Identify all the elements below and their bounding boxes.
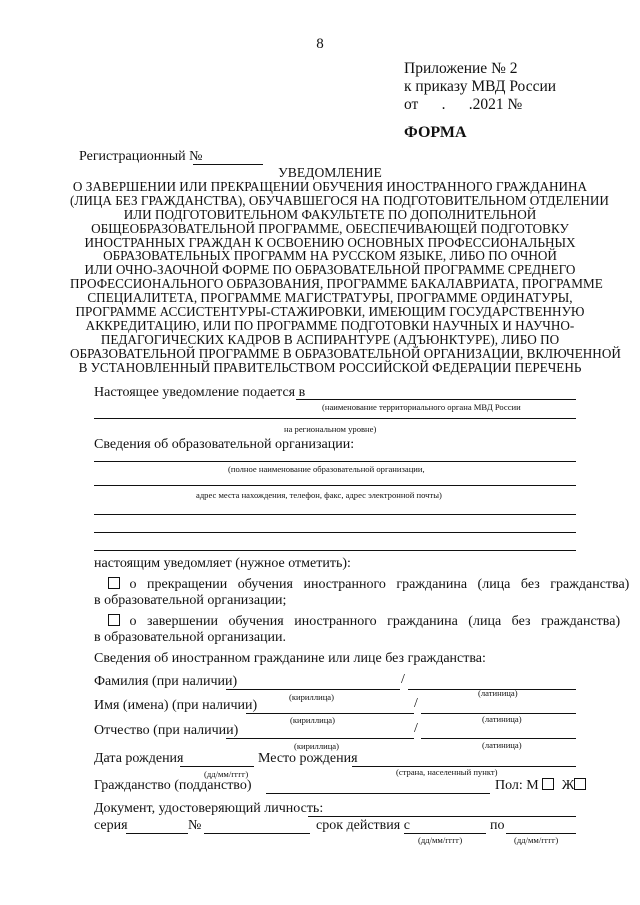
name-caption-lat: (латиница): [482, 714, 522, 724]
registration-label: Регистрационный №: [79, 149, 203, 164]
title-line: ОБРАЗОВАТЕЛЬНЫХ ПРОГРАММ НА РУССКОМ ЯЗЫКЕ, ЛИБО ПО ОЧНОЙ: [103, 248, 557, 264]
page-number: 8: [316, 36, 324, 52]
name-slash: /: [414, 696, 418, 711]
validity-from-caption: (дд/мм/гггг): [418, 835, 463, 845]
title-heading: УВЕДОМЛЕНИЕ: [278, 165, 382, 180]
registration-number-field[interactable]: [193, 164, 263, 165]
org-address-field-3[interactable]: [94, 550, 576, 551]
caption-org-addr: адрес места нахождения, телефон, факс, адрес электронной почты): [196, 490, 442, 500]
checkbox-male[interactable]: [542, 778, 554, 790]
appendix-line-2: к приказу МВД России: [404, 78, 557, 95]
caption-org-name: (полное наименование образовательной организации,: [228, 464, 425, 474]
until-label: по: [490, 818, 505, 833]
citizenship-field[interactable]: [266, 793, 490, 794]
appendix-line-1: Приложение № 2: [404, 60, 518, 77]
org-name-field-2[interactable]: [94, 485, 576, 486]
title-line: ОБРАЗОВАТЕЛЬНОЙ ПРОГРАММЕ В ОБРАЗОВАТЕЛЬНОЙ ОРГАНИЗАЦИИ, ВКЛЮЧЕННОЙ: [70, 345, 621, 361]
title-line: ПРОФЕССИОНАЛЬНОГО ОБРАЗОВАНИЯ, ПРОГРАММЕ БАКАЛАВРИАТА, ПРОГРАММЕ: [70, 276, 603, 292]
patronymic-caption-lat: (латиница): [482, 740, 522, 750]
patronymic-slash: /: [414, 721, 418, 736]
sex-selector: [495, 778, 586, 794]
validity-from-field[interactable]: [404, 833, 486, 834]
patronymic-latin-field[interactable]: [421, 738, 576, 739]
org-address-field-2[interactable]: [94, 532, 576, 533]
sex-female-label: Ж: [561, 778, 575, 793]
org-info-label: Сведения об образовательной организации:: [94, 437, 355, 452]
birth-place-caption: (страна, населенный пункт): [396, 767, 498, 777]
title-line: ИЛИ ПОДГОТОВИТЕЛЬНОМ ФАКУЛЬТЕТЕ ПО ДОПОЛНИТЕЛЬНОЙ: [123, 206, 537, 222]
surname-slash: /: [401, 672, 405, 687]
option-terminate-text: о прекращении обучения иностранного гражданина (лица без гражданства): [129, 577, 630, 592]
surname-caption-lat: (латиница): [478, 688, 518, 698]
submitted-to-label: Настоящее уведомление подается в: [94, 385, 306, 400]
title-line: ОБЩЕОБРАЗОВАТЕЛЬНОЙ ПРОГРАММЕ, ОБЕСПЕЧИВАЮЩЕЙ ПОДГОТОВКУ: [91, 220, 569, 236]
sex-label: Пол: М: [495, 778, 539, 793]
surname-caption-cyr: (кириллица): [289, 692, 334, 702]
birth-date-label: Дата рождения: [94, 751, 184, 766]
number-label: №: [188, 818, 202, 833]
checkbox-terminate[interactable]: [108, 577, 120, 589]
birth-date-field[interactable]: [180, 766, 254, 767]
title-line: ИНОСТРАННЫХ ГРАЖДАН К ОСВОЕНИЮ ОСНОВНЫХ ПРОФЕССИОНАЛЬНЫХ: [84, 234, 576, 250]
citizenship-label: Гражданство (подданство): [94, 778, 252, 793]
option-complete[interactable]: [108, 614, 620, 630]
option-complete-text-2: в образовательной организации.: [94, 630, 287, 645]
option-terminate-text-2: в образовательной организации;: [94, 593, 287, 608]
birth-date-caption: (дд/мм/гггг): [204, 769, 249, 779]
notifies-label: настоящим уведомляет (нужное отметить):: [94, 556, 351, 571]
org-address-field[interactable]: [94, 514, 576, 515]
document-type-field[interactable]: [308, 816, 576, 817]
option-complete-text: о завершении обучения иностранного гражданина (лица без гражданства): [129, 614, 621, 629]
surname-label: Фамилия (при наличии): [94, 674, 238, 689]
option-terminate[interactable]: [108, 577, 629, 593]
title-line: ПЕДАГОГИЧЕСКИХ КАДРОВ В АСПИРАНТУРЕ (АДЪЮНКТУРЕ), ЛИБО ПО: [100, 331, 560, 347]
form-label: ФОРМА: [404, 124, 467, 141]
caption-mvd-1: (наименование территориального органа МВД России: [322, 402, 521, 412]
notification-title: [70, 165, 621, 375]
series-field[interactable]: [126, 833, 188, 834]
checkbox-female[interactable]: [574, 778, 586, 790]
name-caption-cyr: (кириллица): [290, 715, 335, 725]
name-label: Имя (имена) (при наличии): [94, 698, 258, 713]
series-label: серия: [94, 818, 128, 833]
name-cyrillic-field[interactable]: [246, 713, 414, 714]
validity-to-caption: (дд/мм/гггг): [514, 835, 559, 845]
title-line: СПЕЦИАЛИТЕТА, ПРОГРАММЕ МАГИСТРАТУРЫ, ПРОГРАММЕ ОРДИНАТУРЫ,: [87, 290, 573, 306]
mvd-organ-field[interactable]: [296, 399, 576, 400]
title-line: АККРЕДИТАЦИЮ, ИЛИ ПО ПРОГРАММЕ ПОДГОТОВКИ НАУЧНЫХ И НАУЧНО-: [85, 317, 575, 333]
patronymic-label: Отчество (при наличии): [94, 723, 239, 738]
title-line: О ЗАВЕРШЕНИИ ИЛИ ПРЕКРАЩЕНИИ ОБУЧЕНИЯ ИНОСТРАННОГО ГРАЖДАНИНА: [72, 178, 588, 194]
patronymic-cyrillic-field[interactable]: [226, 738, 414, 739]
document-label: Документ, удостоверяющий личность:: [94, 801, 324, 816]
surname-cyrillic-field[interactable]: [226, 689, 400, 690]
title-line: (ЛИЦА БЕЗ ГРАЖДАНСТВА), ОБУЧАВШЕГОСЯ НА ПОДГОТОВИТЕЛЬНОМ ОТДЕЛЕНИИ: [70, 192, 609, 208]
validity-to-field[interactable]: [506, 833, 576, 834]
title-line: В УСТАНОВЛЕННЫЙ ПРАВИТЕЛЬСТВОМ РОССИЙСКОЙ ФЕДЕРАЦИИ ПЕРЕЧЕНЬ: [78, 359, 582, 375]
validity-label: срок действия с: [316, 818, 410, 833]
number-field[interactable]: [204, 833, 310, 834]
org-name-field[interactable]: [94, 461, 576, 462]
title-line: ПРОГРАММЕ АССИСТЕНТУРЫ-СТАЖИРОВКИ, ИМЕЮЩИМ ГОСУДАРСТВЕННУЮ: [75, 304, 585, 320]
birth-place-label: Место рождения: [258, 751, 358, 766]
patronymic-caption-cyr: (кириллица): [294, 741, 339, 751]
checkbox-complete[interactable]: [108, 614, 120, 626]
caption-mvd-2: на региональном уровне): [284, 424, 377, 434]
appendix-line-3: от . .2021 №: [404, 96, 523, 113]
mvd-organ-field-2[interactable]: [94, 418, 576, 419]
title-line: ИЛИ ОЧНО-ЗАОЧНОЙ ФОРМЕ ПО ОБРАЗОВАТЕЛЬНОЙ ПРОГРАММЕ СРЕДНЕГО: [84, 262, 576, 278]
person-info-label: Сведения об иностранном гражданине или лице без гражданства:: [94, 651, 486, 666]
